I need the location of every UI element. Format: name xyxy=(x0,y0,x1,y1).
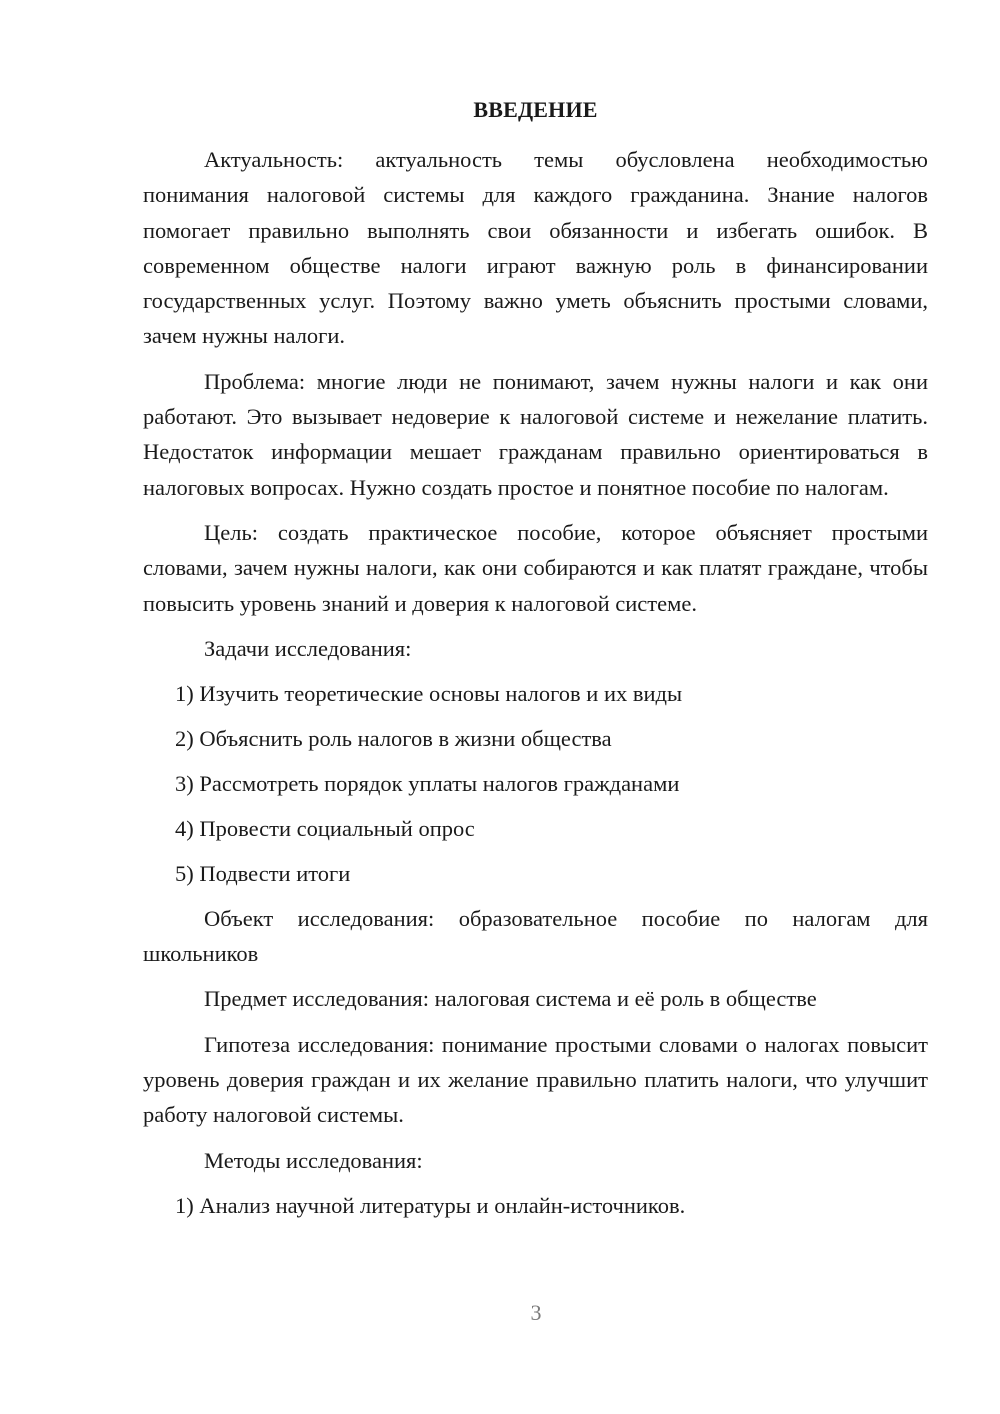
list-item: 5) Подвести итоги xyxy=(175,860,351,886)
methods-label: Методы исследования: xyxy=(204,1147,423,1173)
tasks-label: Задачи исследования: xyxy=(204,635,412,661)
list-item: 4) Провести социальный опрос xyxy=(175,815,475,841)
paragraph-object: Объект исследования: образовательное пособие по налогам для школьников xyxy=(143,905,928,967)
list-item: 1) Анализ научной литературы и онлайн-источников. xyxy=(175,1192,686,1218)
section-title: ВВЕДЕНИЕ xyxy=(473,97,598,122)
tasks-list xyxy=(143,676,928,891)
paragraph-goal: Цель: создать практическое пособие, которое объясняет простыми словами, зачем нужны налоги, как они собираются и как платят граждане, чтобы повысить уровень знаний и доверия к налоговой системе. xyxy=(143,519,928,616)
methods-list xyxy=(143,1188,928,1223)
text-column xyxy=(143,92,928,1233)
list-item: 3) Рассмотреть порядок уплаты налогов гражданами xyxy=(175,770,680,796)
list-item: 2) Объяснить роль налогов в жизни общества xyxy=(175,725,612,751)
list-item: 1) Изучить теоретические основы налогов и их виды xyxy=(175,680,683,706)
paragraph-problem: Проблема: многие люди не понимают, зачем нужны налоги и как они работают. Это вызывает недоверие к налоговой системе и нежелание платить. Недостаток информации мешает гражданам правильно ориентироваться в налоговых вопросах. Нужно создать простое и понятное пособие по налогам. xyxy=(143,368,928,500)
paragraph-subject: Предмет исследования: налоговая система и её роль в обществе xyxy=(204,986,817,1012)
page-number: 3 xyxy=(530,1300,542,1325)
paragraph-hypothesis: Гипотеза исследования: понимание простыми словами о налогах повысит уровень доверия граждан и их желание правильно платить налоги, что улучшит работу налоговой системы. xyxy=(143,1031,928,1128)
paragraph-relevance: Актуальность: актуальность темы обусловлена необходимостью понимания налоговой системы для каждого гражданина. Знание налогов помогает правильно выполнять свои обязанности и избегать ошибок. В современном обществе налоги играют важную роль в финансировании государственных услуг. Поэтому важно уметь объяснить простыми словами, зачем нужны налоги. xyxy=(143,147,928,349)
